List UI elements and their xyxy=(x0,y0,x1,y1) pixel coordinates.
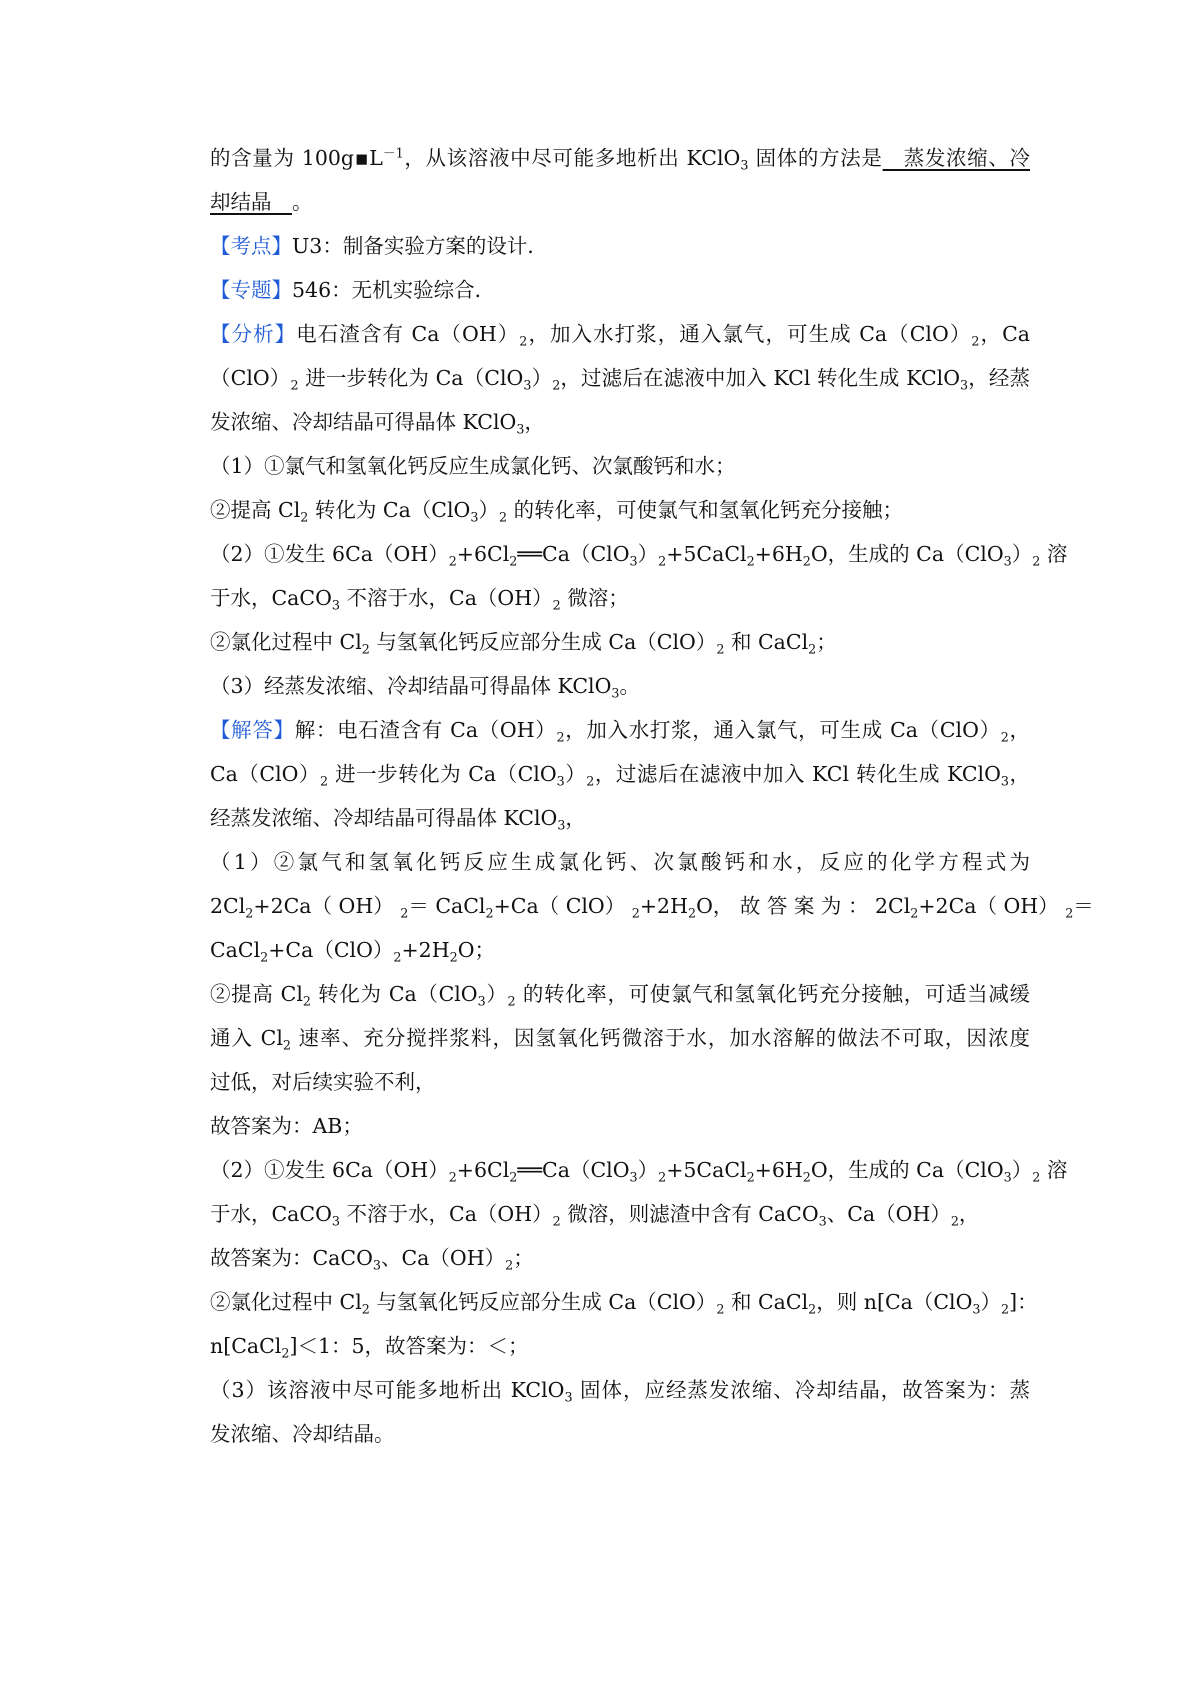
subscript: 3 xyxy=(331,1213,340,1229)
text: ]： xyxy=(1009,1290,1038,1314)
text: （3）该溶液中尽可能多地析出 KClO xyxy=(210,1378,565,1402)
subscript: 2 xyxy=(950,1213,959,1229)
subscript: 3 xyxy=(629,553,638,569)
zhuanti-tag: 【专题】 xyxy=(210,278,292,302)
subscript: 2 xyxy=(808,641,817,657)
subscript: 3 xyxy=(331,597,340,613)
fenxi-tag: 【分析】 xyxy=(210,322,297,346)
jieda-q1b xyxy=(210,891,1094,921)
text: n[CaCl xyxy=(210,1334,282,1358)
text: O； xyxy=(457,938,495,962)
text: ，加入水打浆，通入氯气，可生成 Ca（ClO） xyxy=(564,718,1001,742)
text: 微溶； xyxy=(560,586,629,610)
jieda-q3b xyxy=(210,1199,1030,1229)
text: （ClO） xyxy=(210,366,291,390)
text: ； xyxy=(816,630,837,654)
text: 、Ca（OH） xyxy=(826,1202,951,1226)
subscript: 2 xyxy=(448,1169,457,1185)
subscript: 2 xyxy=(290,377,299,393)
text: 故答案为：CaCO xyxy=(210,1246,373,1270)
text: ，则 n[Ca（ClO xyxy=(816,1290,973,1314)
text: ） xyxy=(1011,542,1033,566)
text: （1）②氯气和氢氧化钙反应生成氯化钙、次氯酸钙和水，反应的化学方程式为 xyxy=(210,850,1030,874)
kaodian-tag: 【考点】 xyxy=(210,234,292,258)
text: ， xyxy=(1008,718,1031,742)
text: 和 CaCl xyxy=(724,630,809,654)
text: ，Ca xyxy=(979,322,1030,346)
text: ══Ca（ClO xyxy=(517,1158,630,1182)
fenxi-p3a xyxy=(210,539,1068,569)
text: 、Ca（OH） xyxy=(381,1246,506,1270)
text: +5CaCl xyxy=(666,1158,747,1182)
fenxi-p5 xyxy=(210,671,1030,701)
subscript: 2 xyxy=(556,729,565,745)
text: 的含量为 100g xyxy=(210,146,355,170)
text: ） xyxy=(485,982,508,1006)
text: ，过滤后在滤液中加入 KCl 转化生成 KClO xyxy=(594,762,1001,786)
intro-line-1 xyxy=(210,143,1030,173)
answer-blank: 却结晶 xyxy=(210,190,292,214)
zhuanti-text: 546：无机实验综合． xyxy=(292,278,496,302)
text: 电石渣含有 Ca（OH） xyxy=(296,322,520,346)
text: ） xyxy=(564,762,587,786)
jieda-q2a xyxy=(210,979,1030,1009)
subscript: 2 xyxy=(586,773,595,789)
fenxi-p2 xyxy=(210,495,1030,525)
text: 。 xyxy=(292,190,313,214)
jieda-q1a xyxy=(210,847,1030,877)
text: 微溶，则滤渣中含有 CaCO xyxy=(560,1202,819,1226)
text: ） xyxy=(637,542,659,566)
subscript: 2 xyxy=(658,1169,667,1185)
text: +2H xyxy=(639,894,688,918)
jieda-q3a xyxy=(210,1155,1068,1185)
text: 速率、充分搅拌浆料，因氢氧化钙微溶于水，加水溶解的做法不可取，因浓度 xyxy=(290,1026,1030,1050)
text: 不溶于水，Ca（OH） xyxy=(340,1202,553,1226)
subscript: 2 xyxy=(910,905,919,921)
text: +6H xyxy=(754,1158,803,1182)
text: （2）①发生 6Ca（OH） xyxy=(210,542,449,566)
subscript: 2 xyxy=(802,1169,811,1185)
subscript: 3 xyxy=(740,157,749,173)
jieda-q2d xyxy=(210,1111,1030,1141)
subscript: 2 xyxy=(320,773,329,789)
subscript: 2 xyxy=(971,333,980,349)
subscript: 2 xyxy=(361,641,370,657)
text: 于水，CaCO xyxy=(210,1202,332,1226)
subscript: 3 xyxy=(470,509,479,525)
text: 溶 xyxy=(1040,542,1068,566)
jieda-tag: 【解答】 xyxy=(210,718,295,742)
fenxi-p3b xyxy=(210,583,1030,613)
text: ） xyxy=(637,1158,659,1182)
text: +2Ca（ OH） xyxy=(918,894,1066,918)
subscript: 3 xyxy=(557,817,566,833)
text: O，生成的 Ca（ClO xyxy=(810,1158,1004,1182)
jieda-q3c xyxy=(210,1243,1030,1273)
text: ②提高 Cl xyxy=(210,498,301,522)
fenxi-p4 xyxy=(210,627,1030,657)
text: 固体，应经蒸发浓缩、冷却结晶，故答案为：蒸 xyxy=(572,1378,1031,1402)
subscript: 3 xyxy=(629,1169,638,1185)
subscript: 2 xyxy=(687,905,697,921)
text: 和 CaCl xyxy=(724,1290,809,1314)
text: ══Ca（ClO xyxy=(517,542,630,566)
text: +Ca（ClO） xyxy=(268,938,394,962)
subscript: 2 xyxy=(1065,905,1074,921)
subscript: 2 xyxy=(802,553,811,569)
subscript: 3 xyxy=(523,377,532,393)
subscript: 2 xyxy=(808,1301,817,1317)
jieda-q2b xyxy=(210,1023,1030,1053)
subscript: 3 xyxy=(611,685,620,701)
zhuanti-line xyxy=(210,275,1030,305)
text: ， xyxy=(565,806,586,830)
subscript: 2 xyxy=(631,905,640,921)
jieda-q2c xyxy=(210,1067,1030,1097)
subscript: 3 xyxy=(960,377,969,393)
text: 发浓缩、冷却结晶可得晶体 KClO xyxy=(210,410,517,434)
subscript: 3 xyxy=(372,1257,381,1273)
subscript: 2 xyxy=(400,905,409,921)
text: CaCl xyxy=(210,938,261,962)
dot: ▪ xyxy=(354,146,370,170)
text: ②提高 Cl xyxy=(210,982,303,1006)
text: +6Cl xyxy=(456,1158,510,1182)
subscript: 2 xyxy=(505,1257,514,1273)
subscript: 3 xyxy=(1003,1169,1012,1185)
text: 于水，CaCO xyxy=(210,586,332,610)
subscript: 2 xyxy=(746,1169,755,1185)
text: O， 故 答 案 为 ： 2Cl xyxy=(696,894,911,918)
jieda-q4b xyxy=(210,1331,1030,1361)
subscript: 2 xyxy=(245,905,254,921)
text: O，生成的 Ca（ClO xyxy=(810,542,1004,566)
text: ） xyxy=(531,366,553,390)
subscript: 2 xyxy=(281,1345,290,1361)
subscript: 2 xyxy=(260,949,269,965)
superscript: －1 xyxy=(382,145,404,161)
subscript: 3 xyxy=(564,1389,573,1405)
text: ，过滤后在滤液中加入 KCl 转化生成 KClO xyxy=(560,366,961,390)
text: ，加入水打浆，通入氯气，可生成 Ca（ClO） xyxy=(527,322,972,346)
subscript: 2 xyxy=(1000,729,1009,745)
text: 经蒸发浓缩、冷却结晶可得晶体 KClO xyxy=(210,806,558,830)
jieda-q5b xyxy=(210,1419,1030,1449)
text: 进一步转化为 Ca（ClO xyxy=(328,762,557,786)
subscript: 3 xyxy=(556,773,565,789)
intro-line-2 xyxy=(210,187,1030,217)
subscript: 2 xyxy=(716,641,725,657)
subscript: 2 xyxy=(509,1169,518,1185)
text: ＝ CaCl xyxy=(408,894,486,918)
subscript: 3 xyxy=(972,1301,981,1317)
subscript: 2 xyxy=(658,553,667,569)
subscript: 2 xyxy=(300,509,309,525)
text: ， xyxy=(1009,762,1031,786)
text: ②氯化过程中 Cl xyxy=(210,630,362,654)
text: 不溶于水，Ca（OH） xyxy=(340,586,553,610)
text: 的转化率，可使氯气和氢氧化钙充分接触，可适当减缓 xyxy=(515,982,1031,1006)
text: ， xyxy=(958,1202,980,1226)
text: 转化为 Ca（ClO xyxy=(308,498,471,522)
subscript: 2 xyxy=(393,949,402,965)
jieda-q4a xyxy=(210,1287,1038,1317)
text: 的转化率，可使氯气和氢氧化钙充分接触； xyxy=(507,498,904,522)
subscript: 2 xyxy=(498,509,508,525)
text: ； xyxy=(513,1246,534,1270)
kaodian-text: U3：制备实验方案的设计． xyxy=(292,234,548,258)
text: 与氢氧化钙反应部分生成 Ca（ClO） xyxy=(369,630,717,654)
text: ，从该溶液中尽可能多地析出 KClO xyxy=(403,146,741,170)
subscript: 2 xyxy=(1032,1169,1041,1185)
subscript: 3 xyxy=(1000,773,1009,789)
text: 解：电石渣含有 Ca（OH） xyxy=(294,718,557,742)
text: 固体的方法是 xyxy=(748,146,883,170)
subscript: 2 xyxy=(1032,553,1041,569)
text: Ca（ClO） xyxy=(210,762,320,786)
subscript: 2 xyxy=(552,1213,561,1229)
text: ） xyxy=(980,1290,1002,1314)
text: L xyxy=(369,146,383,170)
subscript: 2 xyxy=(1001,1301,1010,1317)
subscript: 2 xyxy=(448,553,457,569)
text: +6H xyxy=(754,542,803,566)
text: （2）①发生 6Ca（OH） xyxy=(210,1158,449,1182)
subscript: 3 xyxy=(477,993,486,1009)
jieda-line-1 xyxy=(210,715,1030,745)
subscript: 2 xyxy=(485,905,494,921)
text: 过低，对后续实验不利， xyxy=(210,1070,436,1094)
subscript: 2 xyxy=(282,1037,291,1053)
subscript: 3 xyxy=(1003,553,1012,569)
text: 2Cl xyxy=(210,894,246,918)
text: ②氯化过程中 Cl xyxy=(210,1290,362,1314)
text: 转化为 Ca（ClO xyxy=(311,982,478,1006)
text: +5CaCl xyxy=(666,542,747,566)
subscript: 2 xyxy=(716,1301,725,1317)
text: 通入 Cl xyxy=(210,1026,283,1050)
text: ） xyxy=(478,498,499,522)
fenxi-line-1 xyxy=(210,319,1030,349)
text: +2Ca（ OH） xyxy=(253,894,401,918)
fenxi-line-2 xyxy=(210,363,1030,393)
text: ＝ xyxy=(1073,894,1094,918)
text: ） xyxy=(1011,1158,1033,1182)
fenxi-line-3 xyxy=(210,407,1030,437)
subscript: 2 xyxy=(302,993,311,1009)
subscript: 2 xyxy=(746,553,755,569)
text: ， xyxy=(524,410,545,434)
subscript: 2 xyxy=(519,333,528,349)
kaodian-line xyxy=(210,231,1030,261)
text: 进一步转化为 Ca（ClO xyxy=(298,366,524,390)
subscript: 3 xyxy=(818,1213,827,1229)
fenxi-p1 xyxy=(210,451,1030,481)
subscript: 2 xyxy=(449,949,458,965)
jieda-line-2 xyxy=(210,759,1030,789)
text: +2H xyxy=(401,938,450,962)
answer-blank: 蒸发浓缩、冷 xyxy=(882,146,1030,170)
jieda-line-3 xyxy=(210,803,1030,833)
text: （1）①氯气和氢氧化钙反应生成氯化钙、次氯酸钙和水； xyxy=(210,454,736,478)
jieda-q1c xyxy=(210,935,1030,965)
subscript: 2 xyxy=(507,993,516,1009)
text: 溶 xyxy=(1040,1158,1068,1182)
subscript: 2 xyxy=(509,553,518,569)
text: +Ca（ ClO） xyxy=(493,894,632,918)
text: ，经蒸 xyxy=(968,366,1030,390)
jieda-q5a xyxy=(210,1375,1030,1405)
text: +6Cl xyxy=(456,542,510,566)
subscript: 2 xyxy=(552,377,561,393)
text: （3）经蒸发浓缩、冷却结晶可得晶体 KClO xyxy=(210,674,612,698)
text: 故答案为：AB； xyxy=(210,1114,363,1138)
subscript: 2 xyxy=(552,597,561,613)
text: ]＜1：5，故答案为：＜； xyxy=(289,1334,529,1358)
text: 。 xyxy=(619,674,640,698)
text: 与氢氧化钙反应部分生成 Ca（ClO） xyxy=(369,1290,717,1314)
subscript: 2 xyxy=(361,1301,370,1317)
subscript: 3 xyxy=(516,421,525,437)
text: 发浓缩、冷却结晶。 xyxy=(210,1422,395,1446)
